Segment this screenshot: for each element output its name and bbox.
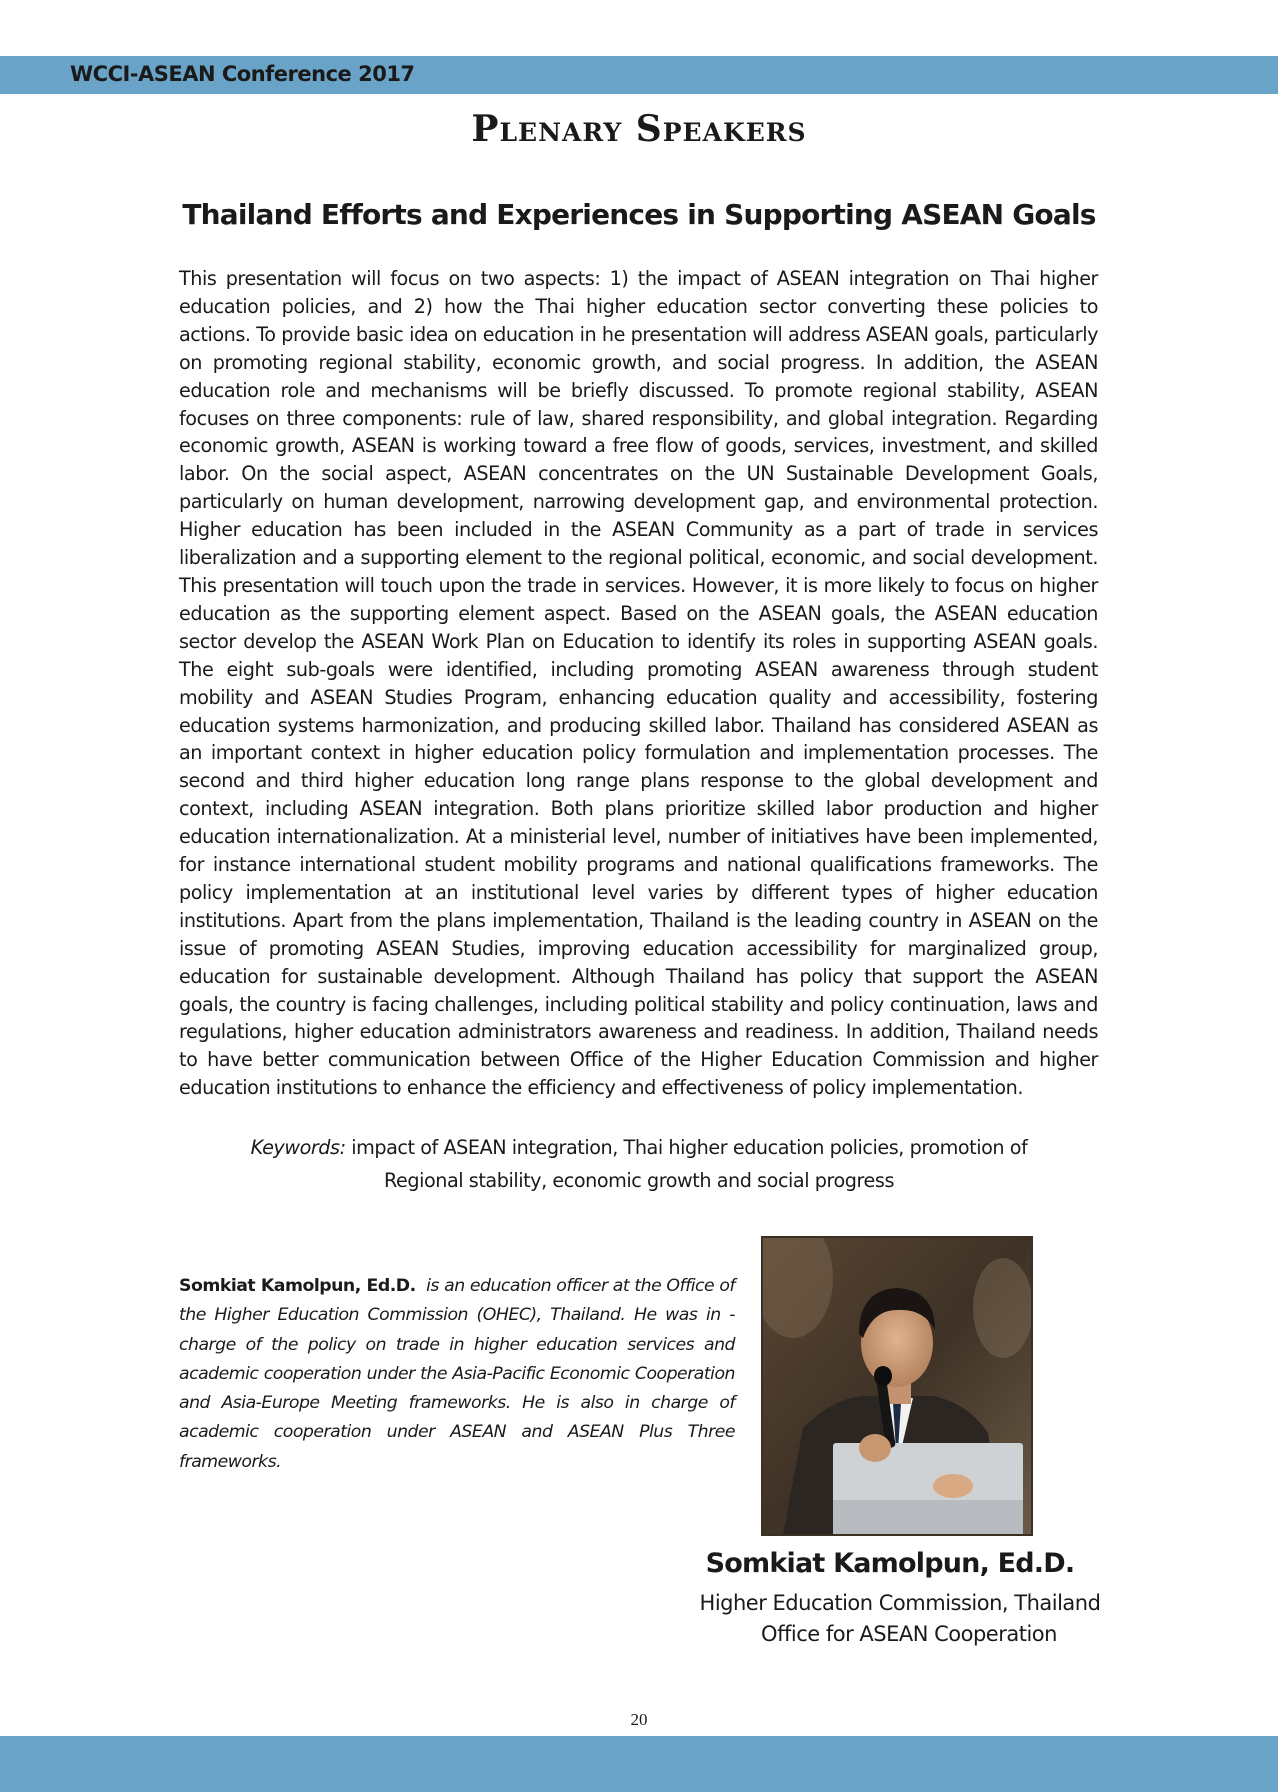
running-header: WCCI-ASEAN Conference 2017 bbox=[70, 62, 415, 86]
bio-text: is an education officer at the Office of the Higher Education Commission (OHEC), Thailand. He was in -charge of the policy on trade in higher education services and academic cooperation under the Asia-Pacific Economic Cooperation and Asia-Europe Meeting frameworks. He is also in charge of academic cooperation under ASEAN and ASEAN Plus Three frameworks. bbox=[179, 1276, 735, 1472]
bio-name: Somkiat Kamolpun, Ed.D. bbox=[179, 1276, 416, 1296]
speaker-photo bbox=[761, 1236, 1033, 1536]
affiliation-line-2: Office for ASEAN Cooperation bbox=[761, 1622, 1057, 1646]
affiliation-line-1: Higher Education Commission, Thailand bbox=[699, 1591, 1101, 1615]
keywords-line-2: Regional stability, economic growth and social progress bbox=[383, 1169, 894, 1192]
footer-bar bbox=[0, 1736, 1278, 1792]
keywords-label: Keywords: bbox=[250, 1136, 346, 1159]
keywords-block bbox=[180, 1131, 1098, 1197]
abstract-paragraph: This presentation will focus on two aspects: 1) the impact of ASEAN integration on Thai higher education policies, and 2) how the Thai higher education sector converting these policies to actions. To provide basic idea on education in he presentation will address ASEAN goals, particularly on promoting regional stability, economic growth, and social progress. In addition, the ASEAN education role and mechanisms will be briefly discussed. To promote regional stability, ASEAN focuses on three components: rule of law, shared responsibility, and global integration. Regarding economic growth, ASEAN is working toward a free flow of goods, services, investment, and skilled labor. On the social aspect, ASEAN concentrates on the UN Sustainable Development Goals, particularly on human development, narrowing development gap, and environmental protection. Higher education has been included in the ASEAN Community as a part of trade in services liberalization and a supporting element to the regional political, economic, and social development. This presentation will touch upon the trade in services. However, it is more likely to focus on higher education as the supporting element aspect. Based on the ASEAN goals, the ASEAN education sector develop the ASEAN Work Plan on Education to identify its roles in supporting ASEAN goals. The eight sub-goals were identified, including promoting ASEAN awareness through student mobility and ASEAN Studies Program, enhancing education quality and accessibility, fostering education systems harmonization, and producing skilled labor. Thailand has considered ASEAN as an important context in higher education policy formulation and implementation processes. The second and third higher education long range plans response to the global development and context, including ASEAN integration. Both plans prioritize skilled labor production and higher education internationalization. At a ministerial level, number of initiatives have been implemented, for instance international student mobility programs and national qualifications frameworks. The policy implementation at an institutional level varies by different types of higher education institutions. Apart from the plans implementation, Thailand is the leading country in ASEAN on the issue of promoting ASEAN Studies, improving education accessibility for marginalized group, education for sustainable development. Although Thailand has policy that support the ASEAN goals, the country is facing challenges, including political stability and policy continuation, laws and regulations, higher education administrators awareness and readiness. In addition, Thailand needs to have better communication between Office of the Higher Education Commission and higher education institutions to enhance the efficiency and effectiveness of policy implementation. bbox=[179, 267, 1098, 1100]
page-number: 20 bbox=[630, 1710, 648, 1729]
speaker-affiliation bbox=[690, 1588, 1110, 1650]
keywords-text-1: impact of ASEAN integration, Thai higher education policies, promotion of bbox=[351, 1136, 1028, 1159]
talk-title: Thailand Efforts and Experiences in Supporting ASEAN Goals bbox=[182, 198, 1096, 231]
speaker-name: Somkiat Kamolpun, Ed.D. bbox=[705, 1548, 1075, 1579]
keywords-line-1 bbox=[180, 1131, 1098, 1164]
page-title: Plenary Speakers bbox=[471, 108, 807, 150]
speaker-photo-illustration bbox=[763, 1238, 1031, 1534]
speaker-bio bbox=[179, 1272, 735, 1477]
